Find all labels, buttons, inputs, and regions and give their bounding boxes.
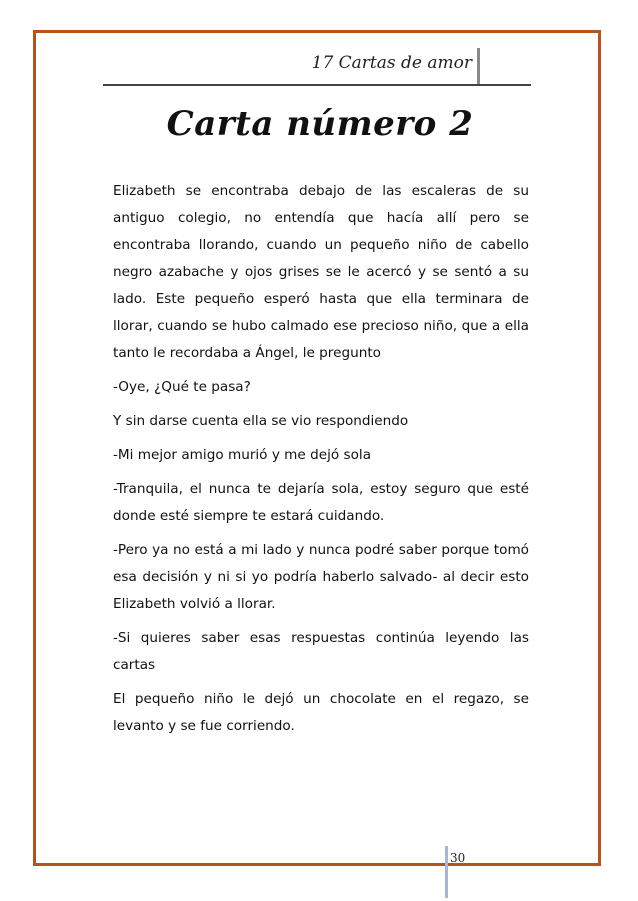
header-rule: [103, 84, 531, 86]
paragraph: -Tranquila, el nunca te dejaría sola, estoy seguro que esté donde esté siempre te estará cuidando.: [113, 481, 529, 524]
paragraph: -Pero ya no está a mi lado y nunca podré saber porque tomó esa decisión y ni si yo podría haberlo salvado- al decir esto Elizabeth volvió a llorar.: [113, 542, 529, 612]
chapter-title: Carta número 2: [166, 104, 474, 144]
footer-divider: [445, 846, 448, 898]
paragraph: El pequeño niño le dejó un chocolate en el regazo, se levanto y se fue corriendo.: [113, 691, 529, 734]
page-number: 30: [450, 851, 466, 865]
paragraph: -Oye, ¿Qué te pasa?: [113, 379, 251, 395]
paragraph: -Si quieres saber esas respuestas continúa leyendo las cartas: [113, 630, 529, 673]
paragraph: -Mi mejor amigo murió y me dejó sola: [113, 447, 372, 463]
header-title: 17 Cartas de amor: [311, 53, 472, 73]
paragraph: Elizabeth se encontraba debajo de las escaleras de su antiguo colegio, no entendía que hacía allí pero se encontraba llorando, cuando un pequeño niño de cabello negro azabache y ojos grises se le acercó y se sentó a su lado. Este pequeño esperó hasta que ella terminara de llorar, cuando se hubo calmado ese precioso niño, que a ella tanto le recordaba a Ángel, le pregunto: [113, 183, 529, 361]
header-divider: [477, 48, 480, 86]
paragraph: Y sin darse cuenta ella se vio respondiendo: [113, 413, 409, 429]
body-text: [113, 178, 529, 747]
